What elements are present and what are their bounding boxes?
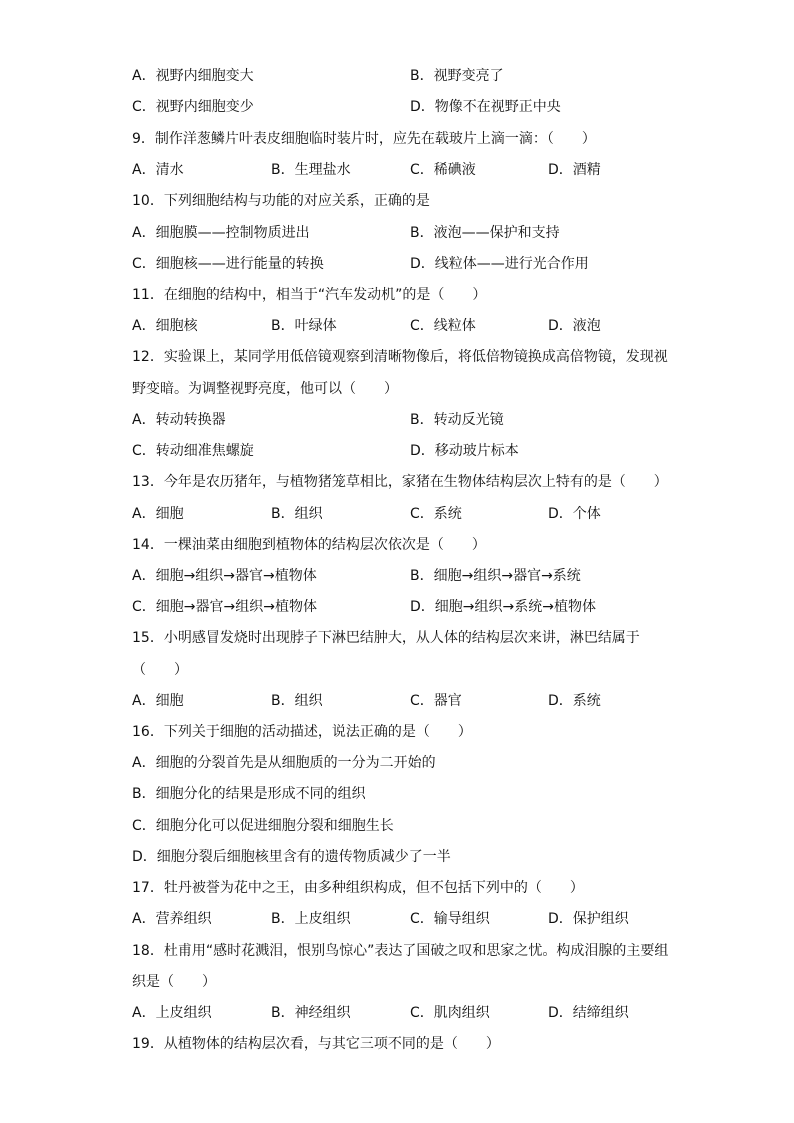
q9-option-b: B．生理盐水 — [271, 162, 351, 178]
q18-stem-line1: 18．杜甫用“感时花溅泪，恨别鸟惊心”表达了国破之叹和思家之忧。构成泪腺的主要组 — [132, 943, 669, 959]
q8-option-c: C．视野内细胞变少 — [132, 99, 254, 115]
q11-option-b: B．叶绿体 — [271, 318, 337, 334]
q16-option-a: A．细胞的分裂首先是从细胞质的一分为二开始的 — [132, 755, 436, 771]
q18-option-c: C．肌肉组织 — [410, 1005, 490, 1021]
q16-option-d: D．细胞分裂后细胞核里含有的遗传物质减少了一半 — [132, 849, 451, 865]
q15-option-a: A．细胞 — [132, 693, 184, 709]
q11-option-d: D．液泡 — [548, 318, 601, 334]
q14-option-a: A．细胞→组织→器官→植物体 — [132, 568, 317, 584]
q18-option-a: A．上皮组织 — [132, 1005, 212, 1021]
q15-option-c: C．器官 — [410, 693, 462, 709]
q17-stem: 17．牡丹被誉为花中之王，由多种组织构成，但不包括下列中的（ ） — [132, 880, 584, 896]
q12-option-d: D．移动玻片标本 — [410, 443, 519, 459]
q10-option-b: B．液泡——保护和支持 — [410, 225, 560, 241]
q11-option-a: A．细胞核 — [132, 318, 198, 334]
q17-option-c: C．输导组织 — [410, 911, 490, 927]
q8-option-d: D．物像不在视野正中央 — [410, 99, 561, 115]
q16-option-b: B．细胞分化的结果是形成不同的组织 — [132, 786, 366, 802]
q14-option-b: B．细胞→组织→器官→系统 — [410, 568, 581, 584]
q10-stem: 10．下列细胞结构与功能的对应关系，正确的是 — [132, 193, 430, 209]
q9-option-a: A．清水 — [132, 162, 184, 178]
q13-option-a: A．细胞 — [132, 506, 184, 522]
q17-option-b: B．上皮组织 — [271, 911, 351, 927]
q14-option-d: D．细胞→组织→系统→植物体 — [410, 599, 596, 615]
q13-option-c: C．系统 — [410, 506, 462, 522]
q18-option-d: D．结缔组织 — [548, 1005, 629, 1021]
q15-stem-line2: （ ） — [132, 662, 188, 678]
q15-option-b: B．组织 — [271, 693, 323, 709]
q18-option-b: B．神经组织 — [271, 1005, 351, 1021]
q18-stem-line2: 织是（ ） — [132, 974, 216, 990]
q8-option-b: B．视野变亮了 — [410, 68, 504, 84]
q11-option-c: C．线粒体 — [410, 318, 476, 334]
q12-stem-line1: 12．实验课上，某同学用低倍镜观察到清晰物像后，将低倍物镜换成高倍物镜，发现视 — [132, 349, 668, 365]
q12-option-b: B．转动反光镜 — [410, 412, 504, 428]
q13-stem: 13．今年是农历猪年，与植物猪笼草相比，家猪在生物体结构层次上特有的是（ ） — [132, 474, 668, 490]
q12-stem-line2: 野变暗。为调整视野亮度，他可以（ ） — [132, 381, 398, 397]
q16-option-c: C．细胞分化可以促进细胞分裂和细胞生长 — [132, 818, 394, 834]
q15-option-d: D．系统 — [548, 693, 601, 709]
q12-option-c: C．转动细准焦螺旋 — [132, 443, 254, 459]
q9-option-c: C．稀碘液 — [410, 162, 476, 178]
q15-stem-line1: 15．小明感冒发烧时出现脖子下淋巴结肿大，从人体的结构层次来讲，淋巴结属于 — [132, 630, 640, 646]
q19-stem: 19．从植物体的结构层次看，与其它三项不同的是（ ） — [132, 1036, 500, 1052]
q12-option-a: A．转动转换器 — [132, 412, 226, 428]
q9-stem: 9．制作洋葱鳞片叶表皮细胞临时装片时，应先在载玻片上滴一滴：（ ） — [132, 131, 596, 147]
q13-option-b: B．组织 — [271, 506, 323, 522]
q10-option-d: D．线粒体——进行光合作用 — [410, 256, 589, 272]
q17-option-d: D．保护组织 — [548, 911, 629, 927]
q17-option-a: A．营养组织 — [132, 911, 212, 927]
q11-stem: 11．在细胞的结构中，相当于“汽车发动机”的是（ ） — [132, 287, 487, 303]
q8-option-a: A．视野内细胞变大 — [132, 68, 254, 84]
q14-stem: 14．一棵油菜由细胞到植物体的结构层次依次是（ ） — [132, 537, 486, 553]
q16-stem: 16．下列关于细胞的活动描述，说法正确的是（ ） — [132, 724, 472, 740]
q10-option-c: C．细胞核——进行能量的转换 — [132, 256, 324, 272]
q14-option-c: C．细胞→器官→组织→植物体 — [132, 599, 317, 615]
q13-option-d: D．个体 — [548, 506, 601, 522]
q9-option-d: D．酒精 — [548, 162, 601, 178]
q10-option-a: A．细胞膜——控制物质进出 — [132, 225, 310, 241]
